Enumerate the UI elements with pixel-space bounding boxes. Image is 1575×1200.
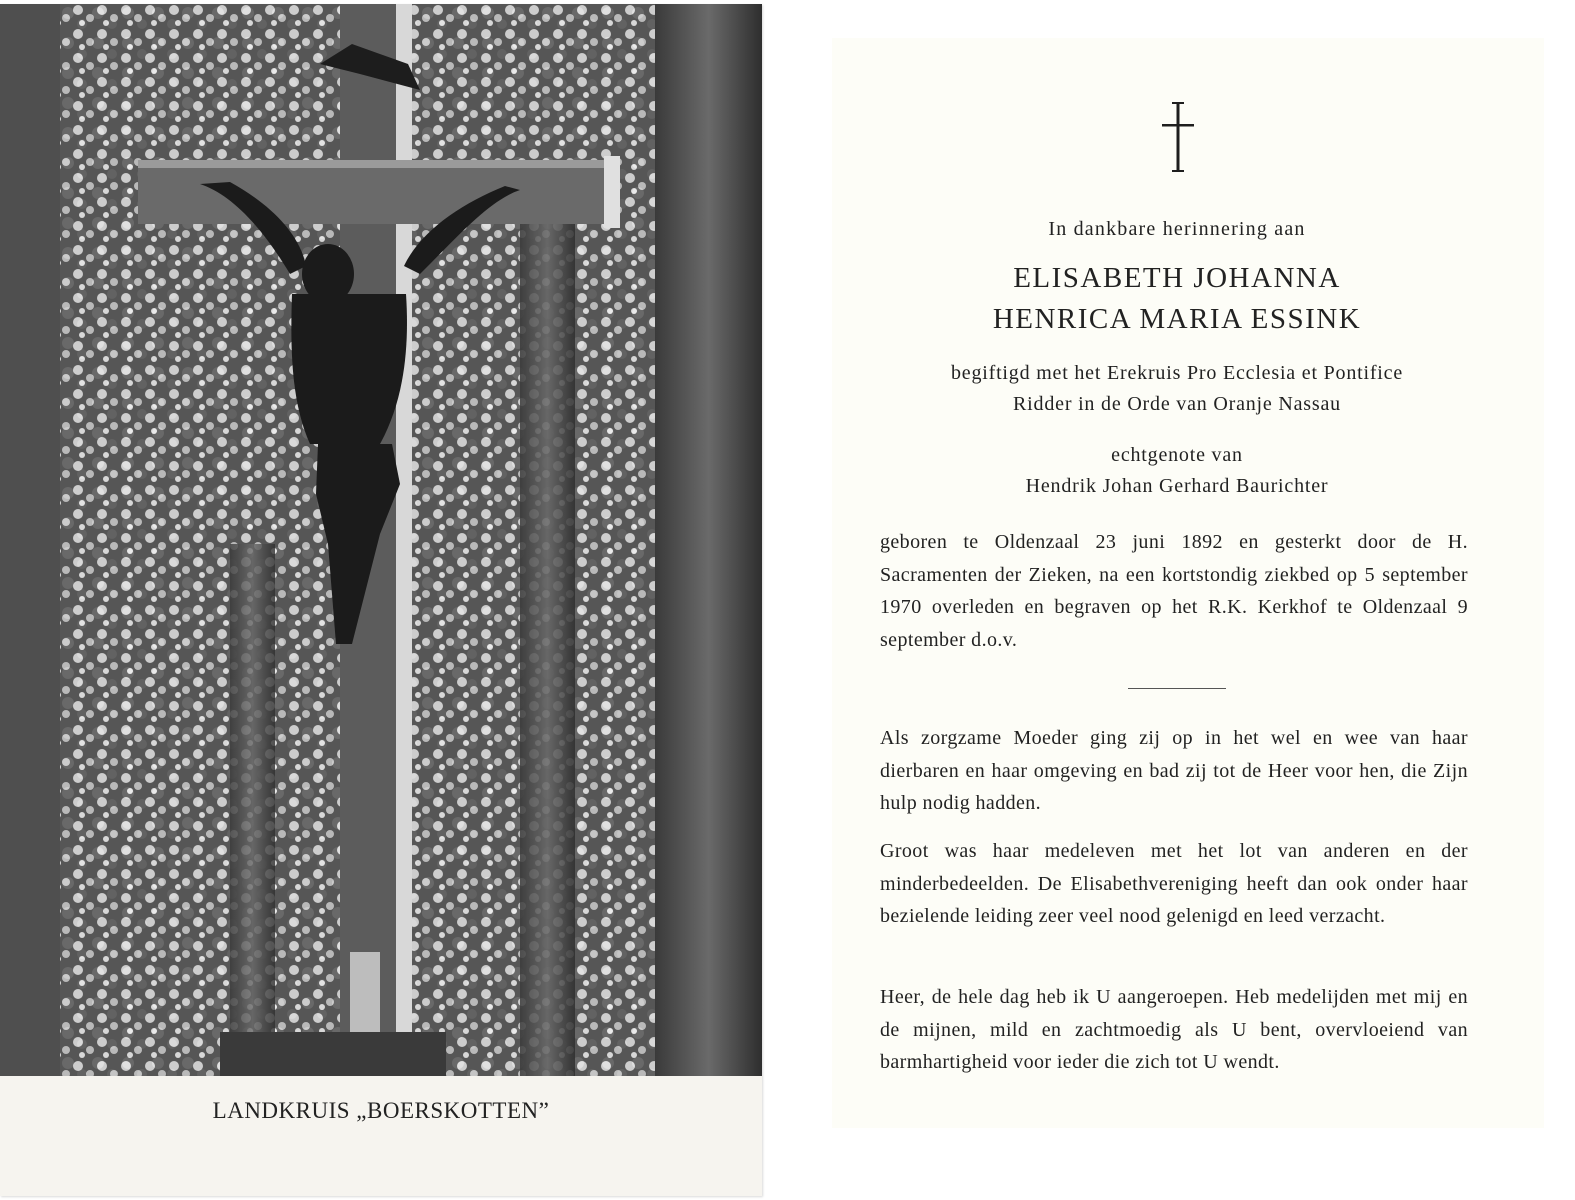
life-dates-paragraph: geboren te Oldenzaal 23 juni 1892 en gesterkt door de H. Sacramenten der Zieken, na een kortstondig ziekbed op 5 september 1970 overleden en begraven op het R.K. Kerkhof te Oldenzaal 9 september d.o.v.: [880, 531, 1468, 651]
photo-caption: LANDKRUIS „BOERSKOTTEN”: [212, 1098, 550, 1123]
crucifix-photo: [0, 4, 762, 1076]
photo-card: [0, 4, 762, 1196]
deceased-name-line1: ELISABETH JOHANNA: [1013, 262, 1341, 294]
cross-icon: [1158, 102, 1198, 172]
honor-line-1: begiftigd met het Erekruis Pro Ecclesia et Pontifice: [950, 362, 1404, 384]
divider-line: [1128, 688, 1226, 689]
spouse-name: Hendrik Johan Gerhard Baurichter: [1025, 475, 1329, 497]
memorial-text-card: [832, 38, 1544, 1128]
deceased-name-line2: HENRICA MARIA ESSINK: [992, 303, 1362, 335]
intro-line: In dankbare herinnering aan: [1048, 218, 1306, 240]
tribute-paragraph-1: Als zorgzame Moeder ging zij op in het wel en wee van haar dierbaren en haar omgeving en bad zij tot de Heer voor hen, die Zijn hulp nodig hadden.: [880, 727, 1468, 814]
prayer-paragraph: Heer, de hele dag heb ik U aangeroepen. Heb medelijden met mij en de mijnen, mild en zachtmoedig als U bent, overvloeiend van barmhartigheid voor ieder die zich tot U wendt.: [880, 986, 1468, 1073]
spouse-label: echtgenote van: [1111, 444, 1243, 466]
tribute-paragraph-2: Groot was haar medeleven met het lot van anderen en der minderbedeelden. De Elisabethvereniging heeft dan ook onder haar bezielende leiding zeer veel nood gelenigd en leed verzacht.: [880, 840, 1468, 927]
honor-line-2: Ridder in de Orde van Oranje Nassau: [1013, 393, 1341, 415]
